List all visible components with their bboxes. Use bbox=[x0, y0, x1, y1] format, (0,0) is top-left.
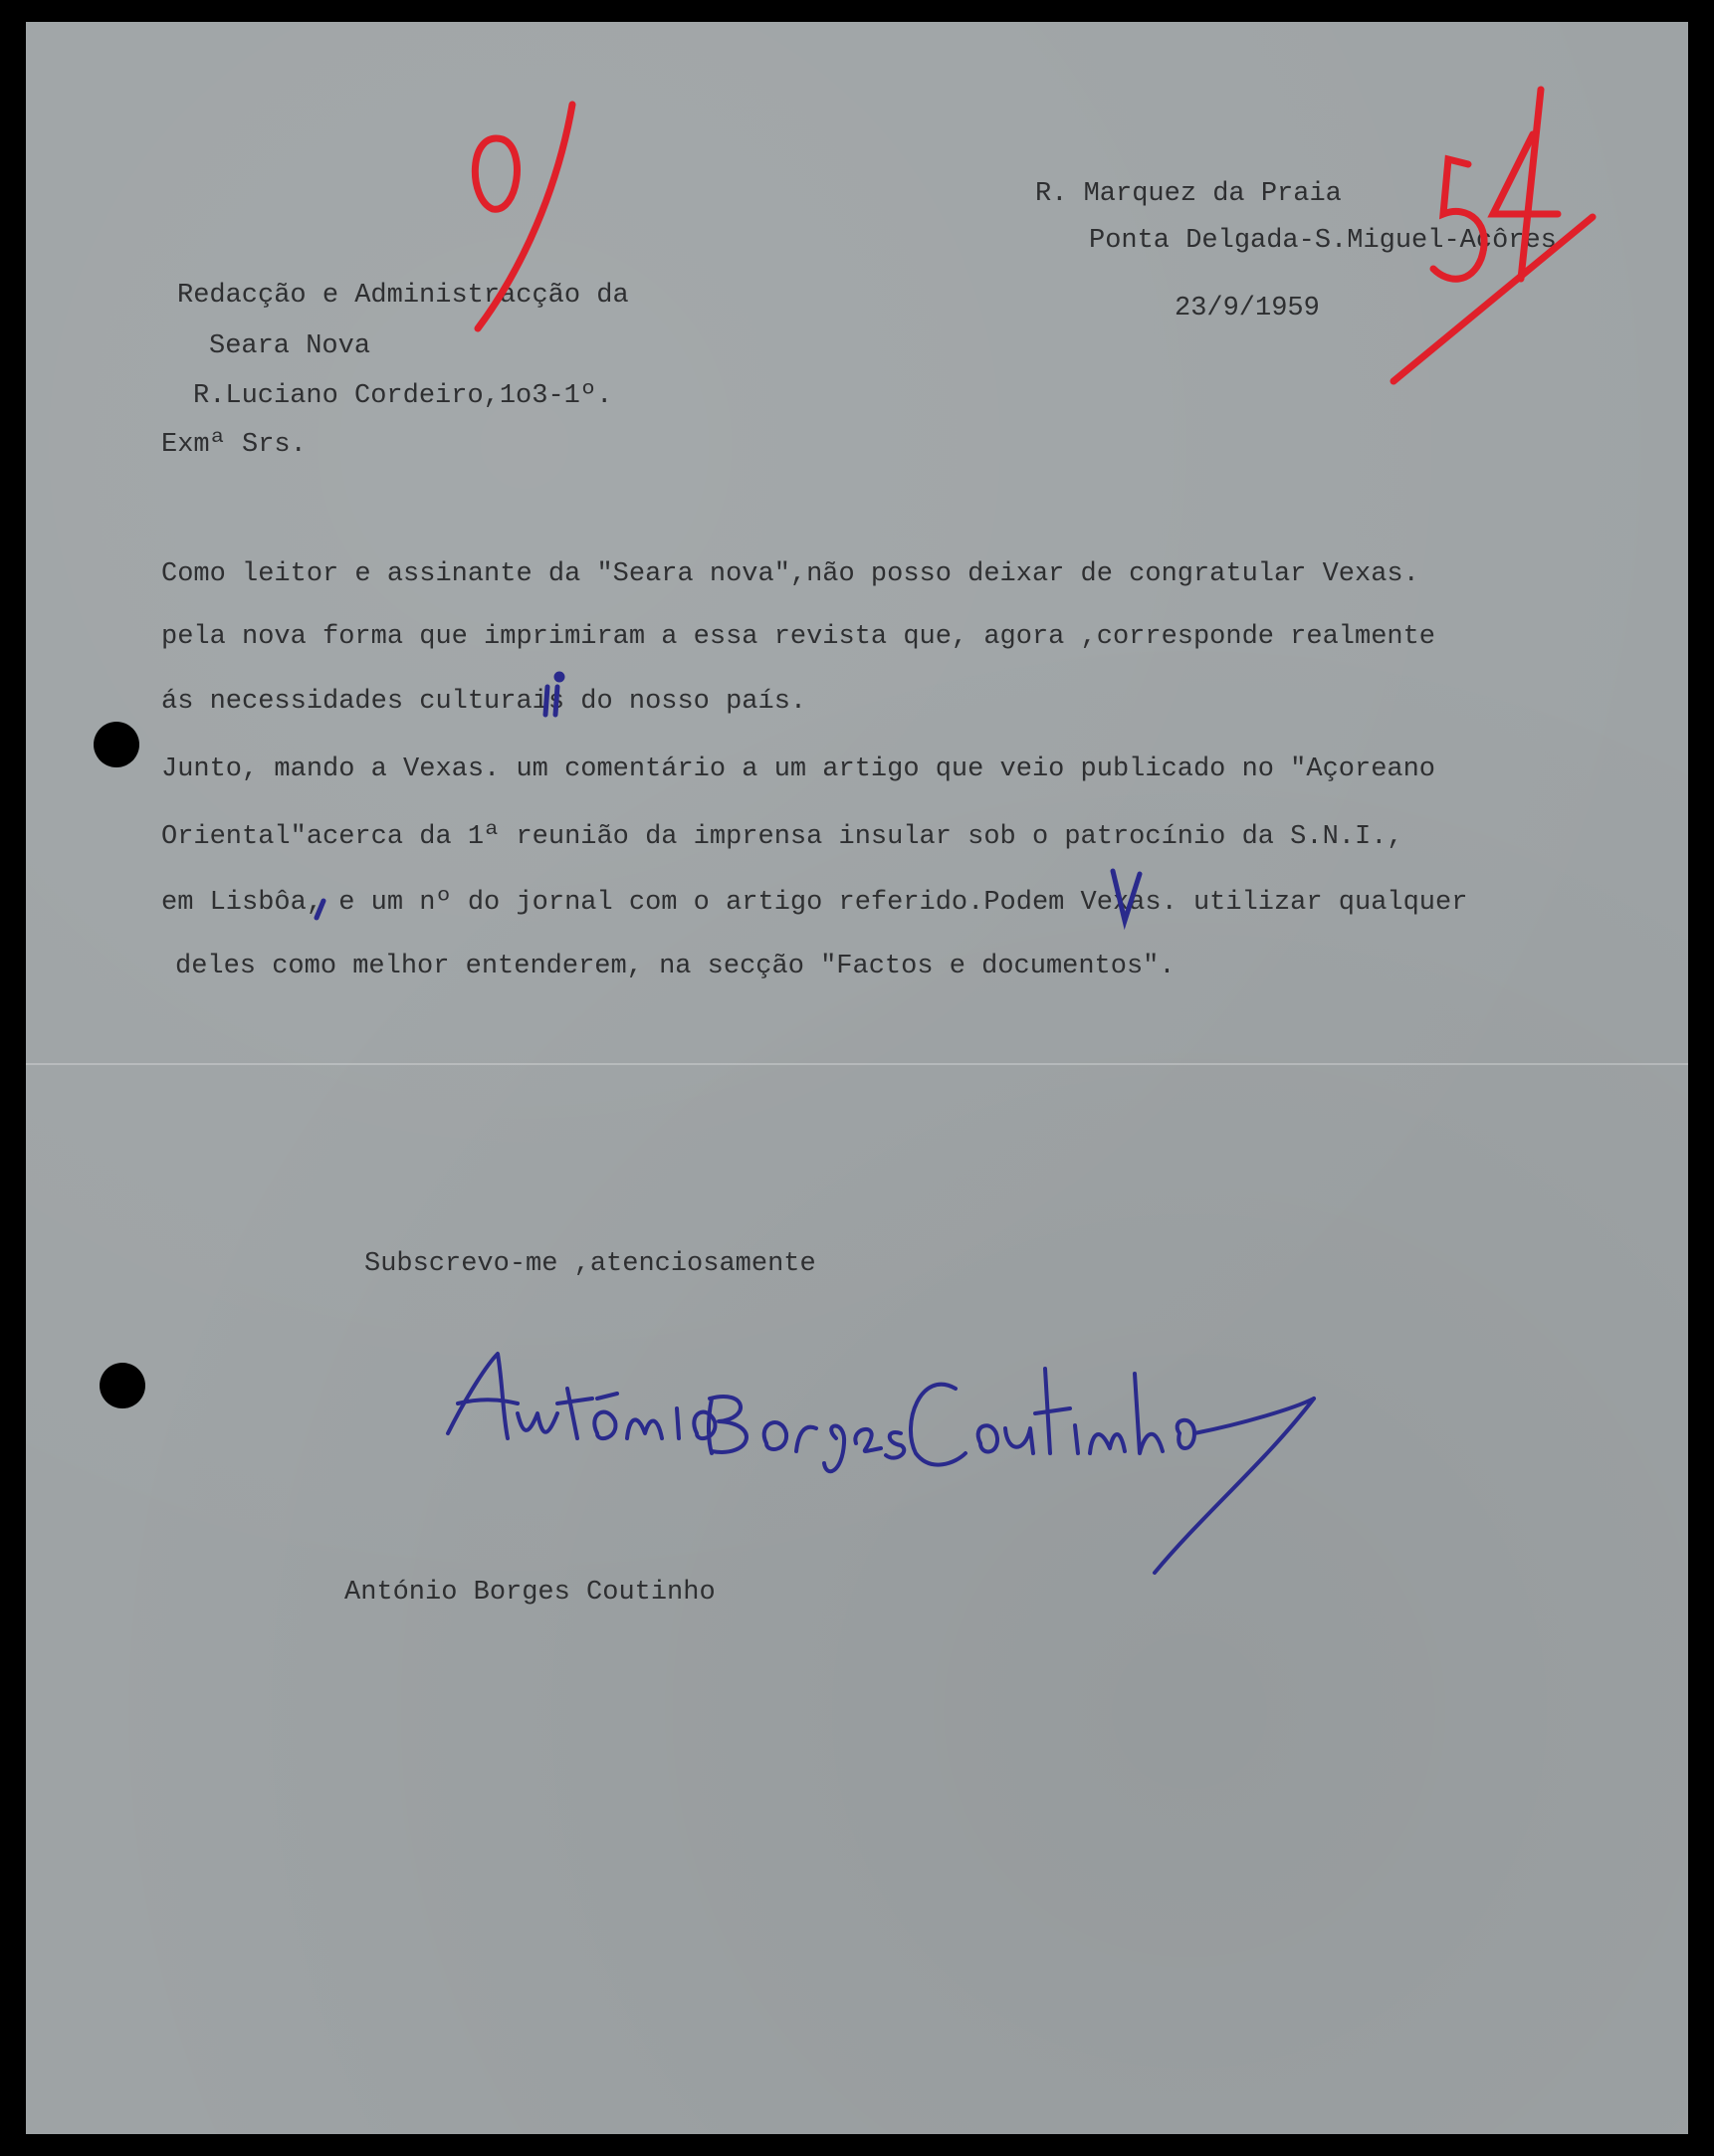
letter-date: 23/9/1959 bbox=[1175, 294, 1320, 323]
body-line-4: Junto, mando a Vexas. um comentário a um artigo que veio publicado no "Açoreano bbox=[161, 755, 1436, 784]
body-line-3: ás necessidades culturais do nosso país. bbox=[161, 687, 807, 717]
red-pencil-mark-left bbox=[475, 105, 572, 328]
blue-ink-corrections bbox=[317, 674, 1140, 921]
recipient-line-3: R.Luciano Cordeiro,1o3-1º. bbox=[193, 381, 613, 411]
handwritten-signature bbox=[448, 1354, 1314, 1573]
red-pencil-mark-right bbox=[1393, 90, 1593, 381]
body-line-7: deles como melhor entenderem, na secção "Factos e documentos". bbox=[175, 952, 1176, 981]
typed-signature-name: António Borges Coutinho bbox=[344, 1578, 716, 1608]
salutation: Exmª Srs. bbox=[161, 430, 307, 460]
body-line-2: pela nova forma que imprimiram a essa revista que, agora ,corresponde realmente bbox=[161, 622, 1436, 652]
body-line-5: Oriental"acerca da 1ª reunião da imprensa insular sob o patrocínio da S.N.I., bbox=[161, 822, 1403, 852]
sender-city: Ponta Delgada-S.Miguel-Açôres bbox=[1089, 226, 1557, 256]
body-line-6: em Lisbôa, e um nº do jornal com o artigo referido.Podem Vexas. utilizar qualquer bbox=[161, 888, 1468, 918]
closing-line: Subscrevo-me ,atenciosamente bbox=[364, 1249, 816, 1279]
sender-street: R. Marquez da Praia bbox=[1035, 179, 1342, 209]
recipient-line-1: Redacção e Administracção da bbox=[177, 281, 629, 311]
recipient-line-2: Seara Nova bbox=[209, 331, 371, 361]
body-line-1: Como leitor e assinante da "Seara nova",não posso deixar de congratular Vexas. bbox=[161, 559, 1419, 589]
